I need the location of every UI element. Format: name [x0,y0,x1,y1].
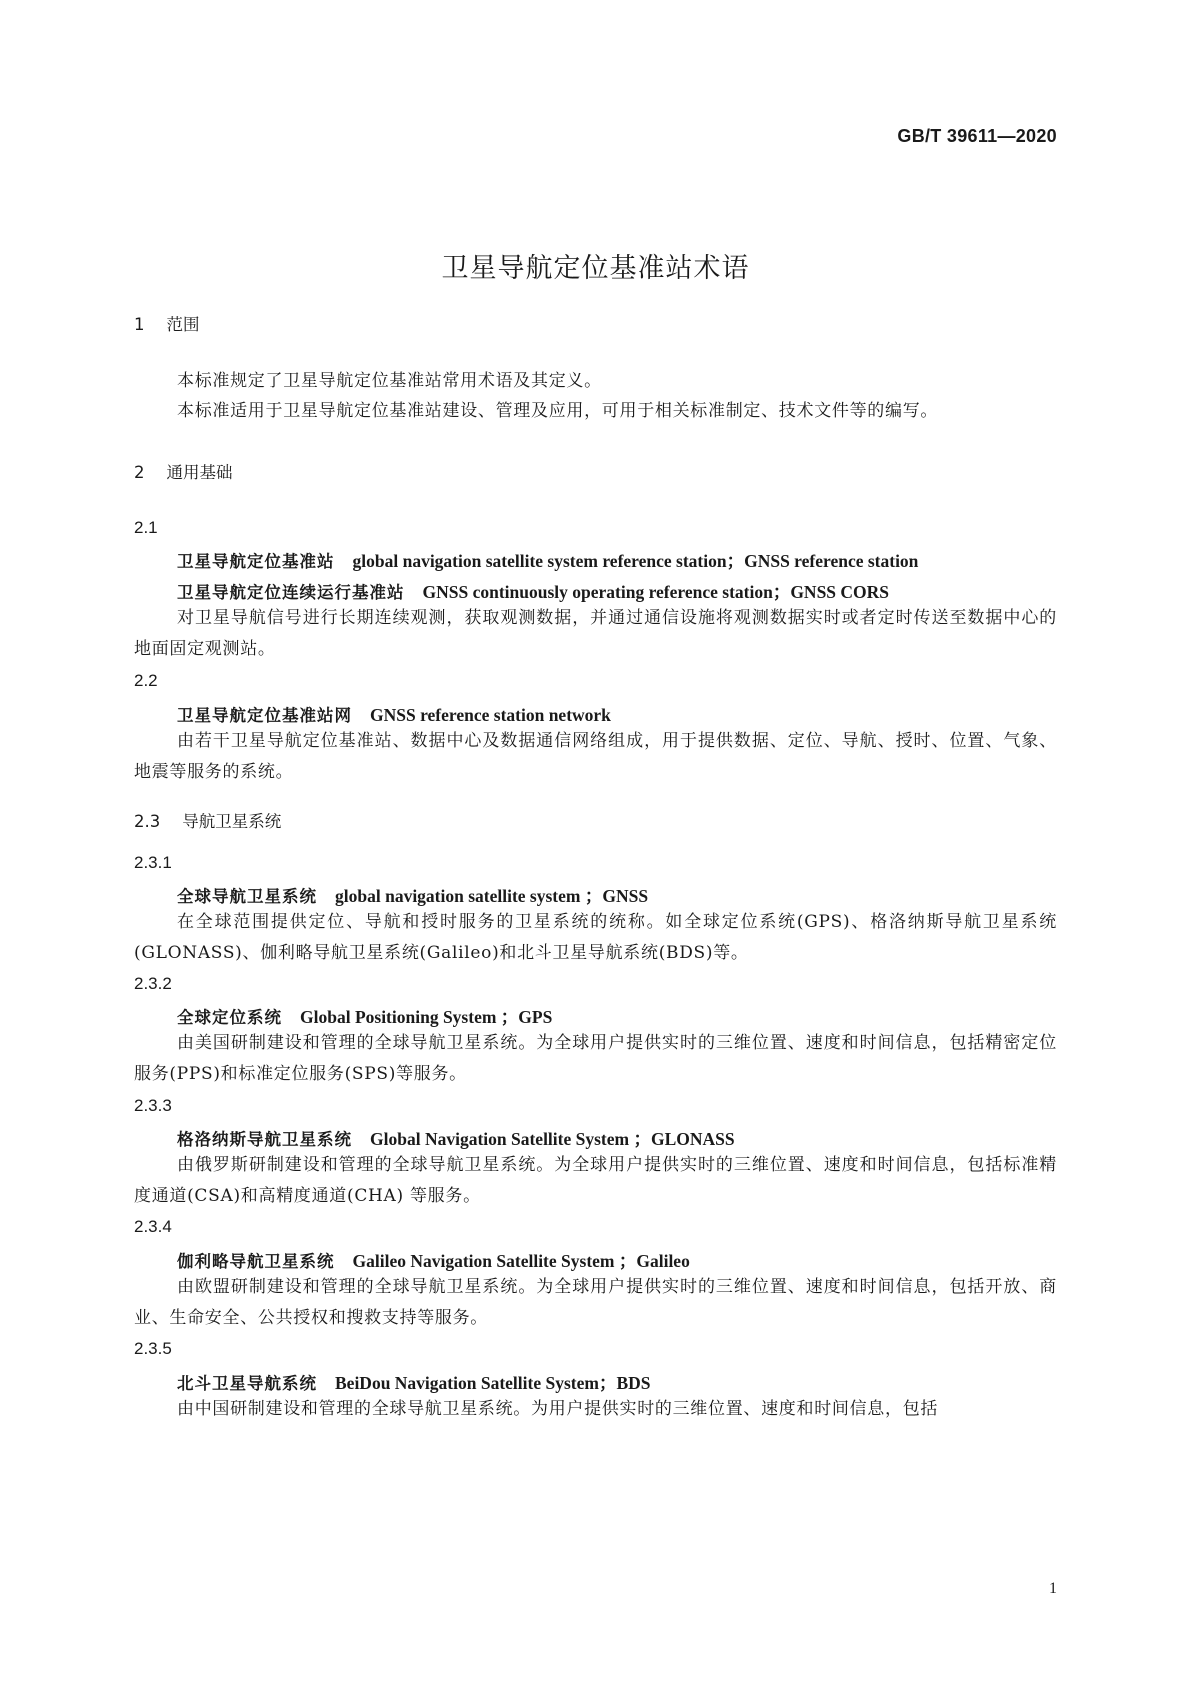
term-english: GNSS continuously operating reference station；GNSS CORS [422,582,890,602]
term-definition: 由俄罗斯研制建设和管理的全球导航卫星系统。为全球用户提供实时的三维位置、速度和时间信息，包括标准精度通道(CSA)和高精度通道(CHA) 等服务。 [134,1155,1057,1206]
section-number: 1 [134,315,145,334]
term-chinese: 卫星导航定位基准站网 [177,706,352,725]
term-chinese: 北斗卫星导航系统 [177,1374,317,1393]
term-entry [177,883,648,908]
term-definition: 在全球范围提供定位、导航和授时服务的卫星系统的统称。如全球定位系统(GPS)、格洛纳斯导航卫星系统(GLONASS)、伽利略导航卫星系统(Galileo)和北斗卫星导航系统(BDS)等。 [134,912,1057,963]
section-2-heading [134,459,233,483]
section-number: 2 [134,463,145,482]
clause-number: 2.3.2 [134,974,172,993]
term-chinese: 格洛纳斯导航卫星系统 [177,1130,352,1149]
section-title: 通用基础 [166,463,233,482]
document-title: 卫星导航定位基准站术语 [441,253,750,285]
term-english: global navigation satellite system ；GNSS [335,886,649,906]
clause-number: 2.1 [134,518,158,537]
clause-number: 2.3.3 [134,1096,172,1115]
term-definition: 由欧盟研制建设和管理的全球导航卫星系统。为全球用户提供实时的三维位置、速度和时间信息，包括开放、商业、生命安全、公共授权和搜救支持等服务。 [134,1277,1057,1328]
term-chinese: 卫星导航定位连续运行基准站 [177,583,405,602]
section-2-3-heading [134,808,281,832]
term-english: global navigation satellite system reference station；GNSS reference station [352,551,919,571]
term-definition: 对卫星导航信号进行长期连续观测，获取观测数据，并通过通信设施将观测数据实时或者定时传送至数据中心的地面固定观测站。 [134,608,1057,659]
scope-paragraph-1: 本标准规定了卫星导航定位基准站常用术语及其定义。 [177,371,602,391]
term-chinese: 卫星导航定位基准站 [177,552,335,571]
clause-number: 2.3.4 [134,1217,172,1236]
term-english: Galileo Navigation Satellite System ；Galileo [352,1251,690,1271]
term-definition: 由中国研制建设和管理的全球导航卫星系统。为用户提供实时的三维位置、速度和时间信息，包括 [177,1399,939,1419]
term-english: Global Positioning System ；GPS [300,1007,553,1027]
section-number: 2.3 [134,812,161,831]
term-english: BeiDou Navigation Satellite System；BDS [335,1373,651,1393]
term-english: Global Navigation Satellite System ；GLONASS [370,1129,735,1149]
term-chinese: 全球定位系统 [177,1008,282,1027]
term-definition: 由美国研制建设和管理的全球导航卫星系统。为全球用户提供实时的三维位置、速度和时间信息，包括精密定位服务(PPS)和标准定位服务(SPS)等服务。 [134,1033,1057,1084]
term-entry [177,1248,690,1273]
scope-paragraph-2: 本标准适用于卫星导航定位基准站建设、管理及应用，可用于相关标准制定、技术文件等的编写。 [177,401,939,421]
standard-code: GB/T 39611—2020 [897,126,1057,146]
term-entry [177,1126,735,1151]
term-chinese: 全球导航卫星系统 [177,887,317,906]
term-english: GNSS reference station network [370,705,611,725]
term-entry [177,702,611,726]
term-definition: 由若干卫星导航定位基准站、数据中心及数据通信网络组成，用于提供数据、定位、导航、授时、位置、气象、地震等服务的系统。 [134,731,1057,782]
section-1-heading [134,311,200,335]
clause-number: 2.3.1 [134,853,172,872]
section-title: 导航卫星系统 [182,812,282,831]
page-number: 1 [1049,1580,1057,1597]
term-chinese: 伽利略导航卫星系统 [177,1252,335,1271]
term-entry [177,1004,552,1029]
clause-number: 2.3.5 [134,1339,172,1358]
term-entry [177,548,918,573]
term-entry-alternative [177,579,889,604]
clause-number: 2.2 [134,671,158,690]
term-entry [177,1370,651,1395]
section-title: 范围 [166,315,200,334]
